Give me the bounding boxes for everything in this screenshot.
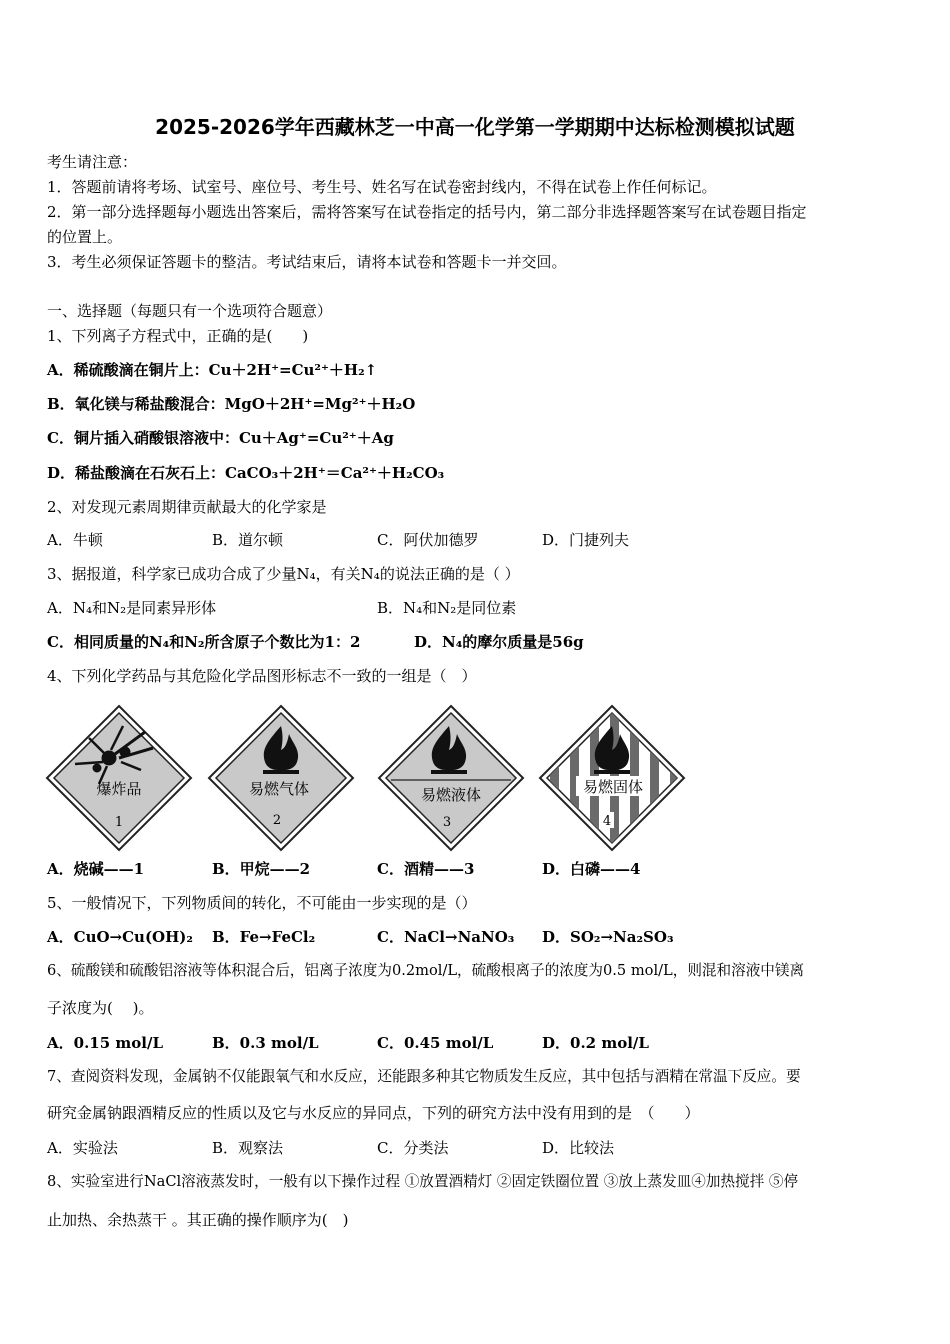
q6-option-b: B．0.3 mol/L [212, 1034, 319, 1052]
q2-option-b: B．道尔顿 [212, 531, 284, 549]
question-8-stem-cont: 止加热、余热蒸干 。其正确的操作顺序为( ) [47, 1211, 349, 1229]
q5-option-c: C．NaCl→NaNO₃ [377, 928, 515, 946]
q4-option-b: B．甲烷——2 [212, 860, 311, 878]
q5-option-b: B．Fe→FeCl₂ [212, 928, 316, 946]
q5-option-d: D．SO₂→Na₂SO₃ [542, 928, 674, 946]
question-6-stem: 6、硫酸镁和硫酸铝溶液等体积混合后，铝离子浓度为0.2mol/L，硫酸根离子的浓度为0.5 mol/L，则混和溶液中镁离 [47, 962, 805, 979]
q6-option-c: C．0.45 mol/L [377, 1034, 494, 1052]
q3-option-a: A．N₄和N₂是同素异形体 [47, 599, 217, 617]
sign-label: 易燃气体 [248, 780, 310, 798]
notice-item: 1．答题前请将考场、试室号、座位号、考生号、姓名写在试卷密封线内，不得在试卷上作任何标记。 [47, 178, 717, 196]
question-6-stem-cont: 子浓度为( )。 [47, 999, 154, 1017]
q7-option-b: B．观察法 [212, 1139, 284, 1157]
section-heading: 一、选择题（每题只有一个选项符合题意） [47, 302, 333, 320]
notice-heading: 考生请注意： [47, 153, 138, 171]
hazard-sign-flammable-liquid [377, 704, 525, 852]
q1-option-b: B．氧化镁与稀盐酸混合：MgO＋2H⁺=Mg²⁺＋H₂O [47, 395, 416, 413]
question-8-stem: 8、实验室进行NaCl溶液蒸发时，一般有以下操作过程 ①放置酒精灯 ②固定铁圈位置 ③放上蒸发皿④加热搅拌 ⑤停 [47, 1173, 799, 1190]
q7-option-a: A．实验法 [47, 1139, 118, 1157]
q7-option-c: C．分类法 [377, 1139, 449, 1157]
sign-label: 易燃固体 [582, 778, 644, 796]
sign-label: 易燃液体 [420, 786, 482, 804]
q6-option-d: D．0.2 mol/L [542, 1034, 649, 1052]
q2-option-a: A．牛顿 [47, 531, 103, 549]
q6-option-a: A．0.15 mol/L [47, 1034, 163, 1052]
sign-number: 3 [442, 815, 452, 830]
hazard-sign-explosive [45, 704, 193, 852]
question-7-stem-cont: 研究金属钠跟酒精反应的性质以及它与水反应的异同点，下列的研究方法中没有用到的是 （ ） [47, 1104, 700, 1122]
q2-option-c: C．阿伏加德罗 [377, 531, 479, 549]
q5-option-a: A．CuO→Cu(OH)₂ [47, 928, 193, 946]
q4-option-a: A．烧碱——1 [47, 860, 145, 878]
q3-option-d: D．N₄的摩尔质量是56g [414, 633, 584, 651]
q7-option-d: D．比较法 [542, 1139, 615, 1157]
sign-label: 爆炸品 [96, 780, 142, 798]
question-5-stem: 5、一般情况下，下列物质间的转化，不可能由一步实现的是（） [47, 894, 477, 912]
q3-option-c: C．相同质量的N₄和N₂所含原子个数比为1：2 [47, 633, 361, 651]
sign-number: 4 [602, 814, 612, 829]
question-3-stem: 3、据报道，科学家已成功合成了少量N₄，有关N₄的说法正确的是（ ） [47, 565, 520, 583]
notice-item: 的位置上。 [47, 228, 123, 246]
hazard-sign-flammable-solid [538, 704, 686, 852]
hazard-sign-flammable-gas [207, 704, 355, 852]
q2-option-d: D．门捷列夫 [542, 531, 630, 549]
page-title: 2025-2026学年西藏林芝一中高一化学第一学期期中达标检测模拟试题 [155, 115, 795, 139]
sign-number: 2 [272, 813, 282, 828]
q3-option-b: B．N₄和N₂是同位素 [377, 599, 517, 617]
q4-option-c: C．酒精——3 [377, 860, 475, 878]
question-7-stem: 7、查阅资料发现，金属钠不仅能跟氧气和水反应，还能跟多种其它物质发生反应，其中包括与酒精在常温下反应。要 [47, 1068, 801, 1085]
q1-option-a: A．稀硫酸滴在铜片上：Cu＋2H⁺=Cu²⁺＋H₂↑ [47, 361, 378, 379]
notice-item: 2．第一部分选择题每小题选出答案后，需将答案写在试卷指定的括号内，第二部分非选择题答案写在试卷题目指定 [47, 203, 807, 221]
sign-number: 1 [114, 815, 124, 830]
notice-item: 3．考生必须保证答题卡的整洁。考试结束后，请将本试卷和答题卡一并交回。 [47, 253, 567, 271]
q1-option-d: D．稀盐酸滴在石灰石上：CaCO₃＋2H⁺＝Ca²⁺＋H₂CO₃ [47, 464, 445, 482]
q4-option-d: D．白磷——4 [542, 860, 641, 878]
question-2-stem: 2、对发现元素周期律贡献最大的化学家是 [47, 498, 327, 516]
question-1-stem: 1、下列离子方程式中，正确的是( ) [47, 327, 309, 345]
question-4-stem: 4、下列化学药品与其危险化学品图形标志不一致的一组是（ ） [47, 667, 477, 685]
q1-option-c: C．铜片插入硝酸银溶液中：Cu＋Ag⁺=Cu²⁺＋Ag [47, 429, 394, 447]
